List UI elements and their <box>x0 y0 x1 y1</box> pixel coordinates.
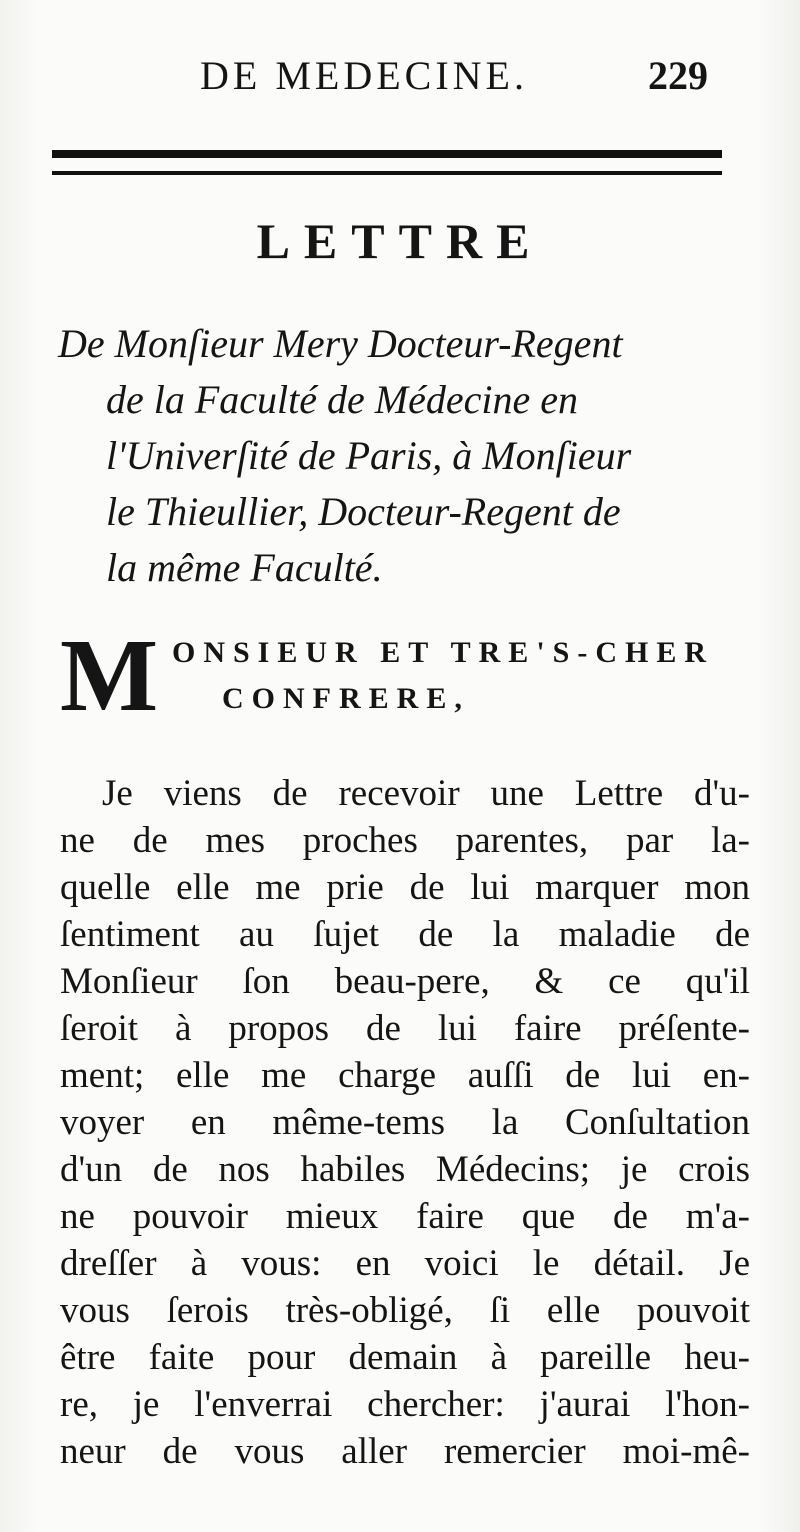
body-line: ment; elle me charge auſſi de lui en- <box>60 1055 750 1096</box>
body-line: être faite pour demain à pareille heu- <box>60 1337 750 1378</box>
address-line: De Monſieur Mery Docteur-Regent <box>58 321 623 366</box>
body-line: vous ſerois très-obligé, ſi elle pouvoit <box>60 1290 750 1331</box>
page-number: 229 <box>648 53 708 98</box>
header-rule-thin <box>52 171 722 175</box>
address-line: l'Univerſité de Paris, à Monſieur <box>106 433 632 478</box>
body-line: ſentiment au ſujet de la maladie de <box>60 914 750 955</box>
body-line: dreſſer à vous: en voici le détail. Je <box>60 1243 750 1284</box>
body-line: ne de mes proches parentes, par la- <box>60 820 750 861</box>
salutation <box>60 618 760 733</box>
body-line: neur de vous aller remercier moi-mê- <box>60 1431 750 1472</box>
body-text <box>60 770 750 1475</box>
address-line: le Thieullier, Docteur-Regent de <box>106 489 621 534</box>
running-title: DE MEDECINE. <box>200 53 528 98</box>
body-line: d'un de nos habiles Médecins; je crois <box>60 1149 750 1190</box>
drop-cap: M <box>60 618 159 733</box>
body-line: ſeroit à propos de lui faire préſente- <box>60 1008 750 1049</box>
address-line: la même Faculté. <box>106 545 383 590</box>
body-line: voyer en même-tems la Conſultation <box>60 1102 750 1143</box>
letter-heading: LETTRE <box>256 213 544 269</box>
body-line: re, je l'enverrai chercher: j'aurai l'hon- <box>60 1384 750 1425</box>
letter-address <box>58 316 748 596</box>
salutation-line-2: CONFRERE, <box>222 682 470 715</box>
body-line: Je viens de recevoir une Lettre d'u- <box>102 773 750 814</box>
running-head <box>0 52 800 112</box>
body-line: quelle elle me prie de lui marquer mon <box>60 867 750 908</box>
body-line: ne pouvoir mieux faire que de m'a- <box>60 1196 750 1237</box>
salutation-line-1: ONSIEUR ET TRE'S-CHER <box>172 636 715 669</box>
header-rule-thick <box>52 150 722 158</box>
address-line: de la Faculté de Médecine en <box>106 377 578 422</box>
body-line: Monſieur ſon beau-pere, & ce qu'il <box>60 961 750 1002</box>
